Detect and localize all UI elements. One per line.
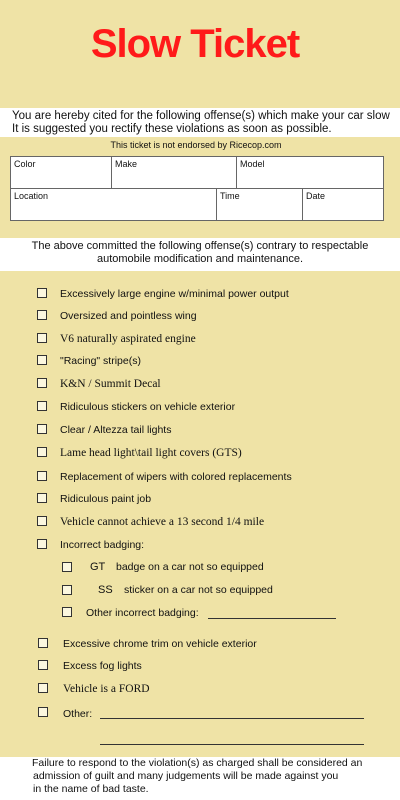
- color-field[interactable]: [11, 157, 112, 189]
- citation-line-2: It is suggested you rectify these violations as soon as possible.: [12, 123, 332, 135]
- offense-label: Vehicle is a FORD: [63, 683, 150, 695]
- badging-text: sticker on a car not so equipped: [124, 584, 273, 596]
- offense-line-2: automobile modification and maintenance.: [96, 253, 304, 265]
- offense-checkbox[interactable]: [37, 493, 47, 503]
- offense-label: Ridiculous paint job: [60, 493, 152, 505]
- model-label: Model: [240, 159, 265, 169]
- offense-checkbox[interactable]: [38, 638, 48, 648]
- offense-checkbox[interactable]: [37, 424, 47, 434]
- date-label: Date: [306, 191, 326, 201]
- offense-notice: [0, 238, 400, 271]
- failure-line-2: admission of guilt and many judgements will be made against you: [33, 770, 339, 782]
- location-field[interactable]: [11, 189, 217, 220]
- date-field[interactable]: [303, 189, 383, 220]
- time-label: Time: [220, 191, 240, 201]
- offense-checkbox[interactable]: [38, 707, 48, 717]
- badging-code: SS: [98, 584, 113, 596]
- offense-checkbox[interactable]: [38, 683, 48, 693]
- offense-checkbox[interactable]: [37, 333, 47, 343]
- make-field[interactable]: [112, 157, 237, 189]
- failure-line-1: Failure to respond to the violation(s) as charged shall be considered an: [32, 757, 363, 769]
- endorsement-note: This ticket is not endorsed by Ricecop.com: [110, 140, 282, 150]
- offense-checkbox[interactable]: [37, 401, 47, 411]
- offense-label: "Racing" stripe(s): [60, 355, 141, 367]
- ticket-title: Slow Ticket: [90, 22, 300, 66]
- offense-checkbox[interactable]: [37, 539, 47, 549]
- offense-checkbox[interactable]: [38, 660, 48, 670]
- offense-label: Other:: [63, 708, 93, 720]
- other-line-2[interactable]: [100, 744, 364, 745]
- offense-checkbox[interactable]: [37, 310, 47, 320]
- model-field[interactable]: [237, 157, 383, 189]
- badging-checkbox[interactable]: [62, 562, 72, 572]
- offense-checkbox[interactable]: [37, 355, 47, 365]
- failure-notice: [0, 757, 400, 800]
- offense-label: Excess fog lights: [63, 660, 142, 672]
- offense-checkbox[interactable]: [37, 516, 47, 526]
- offense-label: V6 naturally aspirated engine: [60, 333, 196, 345]
- make-label: Make: [115, 159, 138, 169]
- offense-label: Replacement of wipers with colored replacements: [60, 471, 292, 483]
- offense-label: Ridiculous stickers on vehicle exterior: [60, 401, 236, 413]
- offense-label: Excessive chrome trim on vehicle exterior: [63, 638, 257, 650]
- badging-text: Other incorrect badging:: [86, 607, 199, 619]
- offense-label: Vehicle cannot achieve a 13 second 1/4 mile: [60, 516, 265, 528]
- offense-checkbox[interactable]: [37, 447, 47, 457]
- location-label: Location: [14, 191, 49, 201]
- badging-text: badge on a car not so equipped: [116, 561, 264, 573]
- citation-line-1: You are hereby cited for the following offense(s) which make your car slow: [12, 110, 390, 122]
- badging-code: GT: [90, 561, 106, 573]
- badging-checkbox[interactable]: [62, 607, 72, 617]
- offense-checkbox[interactable]: [37, 288, 47, 298]
- offense-label: Oversized and pointless wing: [60, 310, 197, 322]
- offense-checkbox[interactable]: [37, 378, 47, 388]
- other-line-1[interactable]: [100, 718, 364, 719]
- offense-label: K&N / Summit Decal: [60, 378, 161, 390]
- failure-line-3: in the name of bad taste.: [33, 783, 149, 795]
- offense-label: Excessively large engine w/minimal power output: [60, 288, 289, 300]
- offense-label: Incorrect badging:: [60, 539, 145, 551]
- badging-other-line[interactable]: [208, 618, 336, 619]
- offense-line-1: The above committed the following offense(s) contrary to respectable: [31, 240, 369, 252]
- time-field[interactable]: [217, 189, 303, 220]
- vehicle-info-form: [10, 156, 384, 221]
- offense-checkbox[interactable]: [37, 471, 47, 481]
- color-label: Color: [14, 159, 36, 169]
- citation-notice: [0, 108, 400, 137]
- badging-checkbox[interactable]: [62, 585, 72, 595]
- offense-label: Clear / Altezza tail lights: [60, 424, 172, 436]
- offense-label: Lame head light\tail light covers (GTS): [60, 447, 242, 459]
